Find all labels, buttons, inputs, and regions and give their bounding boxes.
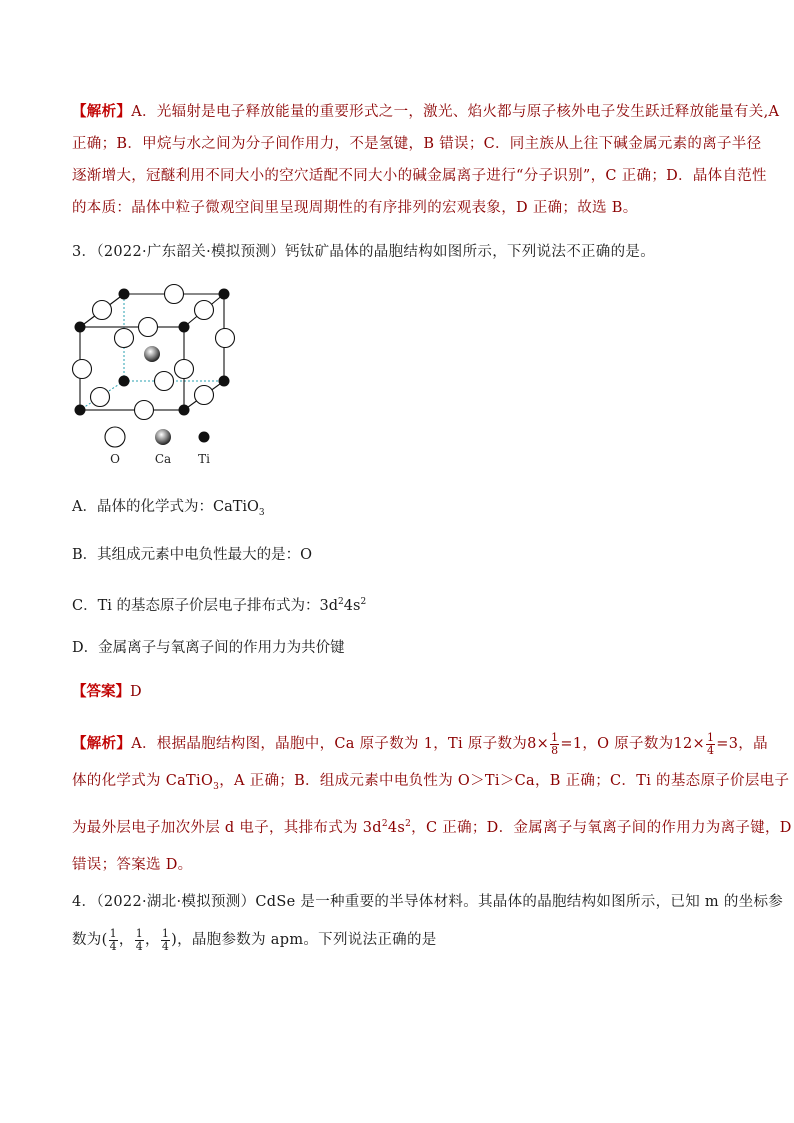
coord-frac-3 (161, 928, 170, 953)
frac2-den: 4 (706, 743, 715, 757)
option-b (72, 543, 312, 567)
analysis-q2-line2: 正确；B．甲烷与水之间为分子间作用力，不是氢键，B 错误；C．同主族从上往下碱金属元素的离子半径 (72, 136, 762, 152)
eq1-pre: 8× (527, 736, 550, 752)
option-c-sup1: 2 (338, 597, 344, 607)
eq2-pre: 12× (673, 736, 705, 752)
coord-frac-1 (109, 928, 118, 953)
analysis-q2-line1: A．光辐射是电子释放能量的重要形式之一，激光、焰火都与原子核外电子发生跃迁释放能量有关,A (131, 104, 780, 120)
analysis-q2 (72, 96, 780, 224)
q4-sep-2: ， (145, 932, 160, 948)
analysis-q3-l1c: ，晶 (738, 736, 768, 752)
answer-line (72, 680, 142, 704)
perovskite-unit-cell-figure (60, 280, 260, 470)
q4-l2a: 数为( (72, 932, 108, 948)
fraction-1-8 (550, 732, 559, 757)
coord-frac-3-den: 4 (161, 939, 170, 953)
q4-sep-1: ， (118, 932, 134, 948)
legend-ca-symbol (155, 429, 171, 445)
fraction-1-4 (706, 732, 715, 757)
analysis-q3-l3b: ，C 正确；D．金属离子与氧离子间的作用力为离子键，D (411, 819, 792, 836)
coord-frac-2-num: 1 (135, 926, 143, 940)
option-c-sup2: 2 (360, 597, 367, 607)
analysis-tag: 【解析】 (72, 103, 132, 120)
option-d (72, 636, 345, 660)
question-4-line1: 4．（2022·湖北·模拟预测）CdSe 是一种重要的半导体材料。其晶体的晶胞结构如图所示，已知 m 的坐标参 (72, 894, 784, 910)
option-a-subscript: 3 (258, 507, 265, 518)
option-c-text: C．Ti 的基态原子价层电子排布式为：3d (72, 597, 339, 614)
frac1-den: 8 (551, 743, 559, 757)
analysis-q3-line4: 错误；答案选 D。 (72, 856, 193, 873)
option-d-text: D．金属离子与氧离子间的作用力为共价键 (72, 640, 345, 656)
analysis-q3-tag: 【解析】 (72, 735, 132, 752)
analysis-q3-l2-sub: 3 (213, 781, 220, 792)
legend-o-symbol (105, 427, 125, 447)
coord-frac-2 (135, 928, 144, 953)
analysis-q3-l2a: 体的化学式为 CaTiO (72, 773, 214, 789)
frac2-num: 1 (706, 730, 715, 744)
analysis-q3-line1 (72, 725, 768, 763)
analysis-q3-line3 (72, 806, 792, 847)
calcium-atom (144, 346, 160, 362)
legend-ca-label: Ca (154, 452, 172, 466)
question-4-line2 (72, 921, 732, 959)
coord-frac-2-den: 4 (135, 939, 143, 953)
analysis-q3-l3a: 为最外层电子加次外层 d 电子，其排布式为 3d (72, 819, 382, 836)
analysis-q2-line3: 逐渐增大，冠醚利用不同大小的空穴适配不同大小的碱金属离子进行“分子识别”，C 正确；D．晶体自范性 (72, 168, 767, 184)
coord-frac-3-num: 1 (161, 926, 170, 940)
option-b-text: B．其组成元素中电负性最大的是：O (72, 547, 313, 563)
analysis-q2-line4: 的本质：晶体中粒子微观空间里呈现周期性的有序排列的宏观表象，D 正确；故选 B。 (72, 200, 638, 216)
figure-legend (105, 427, 210, 466)
analysis-q3-l3-sup1: 2 (381, 818, 388, 829)
analysis-q3-l2b: ，A 正确；B．组成元素中电负性为 O＞Ti＞Ca，B 正确；C．Ti 的基态原子价层电子 (219, 773, 790, 789)
option-a (72, 495, 265, 525)
analysis-q3-line2 (72, 763, 790, 806)
legend-o-label: O (110, 452, 120, 466)
legend-ti-label: Ti (198, 452, 210, 466)
q4-l2b: )，晶胞参数为 apm。下列说法正确的是 (171, 932, 437, 948)
question-3-stem (72, 236, 732, 268)
analysis-q3-l3-mid: 4s (387, 819, 406, 836)
coord-frac-1-den: 4 (109, 939, 117, 953)
option-c-mid: 4s (343, 597, 361, 614)
analysis-q3 (72, 725, 792, 884)
eq1-post: =1 (560, 736, 583, 752)
analysis-q3-l1b: ，O 原子数为 (582, 736, 674, 752)
eq2-post: =3 (716, 736, 739, 752)
answer-tag: 【答案】 (72, 683, 130, 700)
coord-frac-1-num: 1 (109, 926, 117, 940)
analysis-q3-l1a: A．根据晶胞结构图，晶胞中，Ca 原子数为 1，Ti 原子数为 (131, 736, 528, 752)
answer-value: D (130, 684, 142, 700)
option-a-text: A．晶体的化学式为：CaTiO (72, 499, 259, 515)
question-3-stem-text: 3．（2022·广东韶关·模拟预测）钙钛矿晶体的晶胞结构如图所示，下列说法不正确的是。 (72, 244, 655, 260)
frac1-num: 1 (551, 730, 559, 744)
option-c (72, 590, 366, 618)
question-4-stem (72, 883, 784, 959)
analysis-q3-l3-sup2: 2 (405, 818, 412, 829)
legend-ti-symbol (199, 432, 210, 443)
